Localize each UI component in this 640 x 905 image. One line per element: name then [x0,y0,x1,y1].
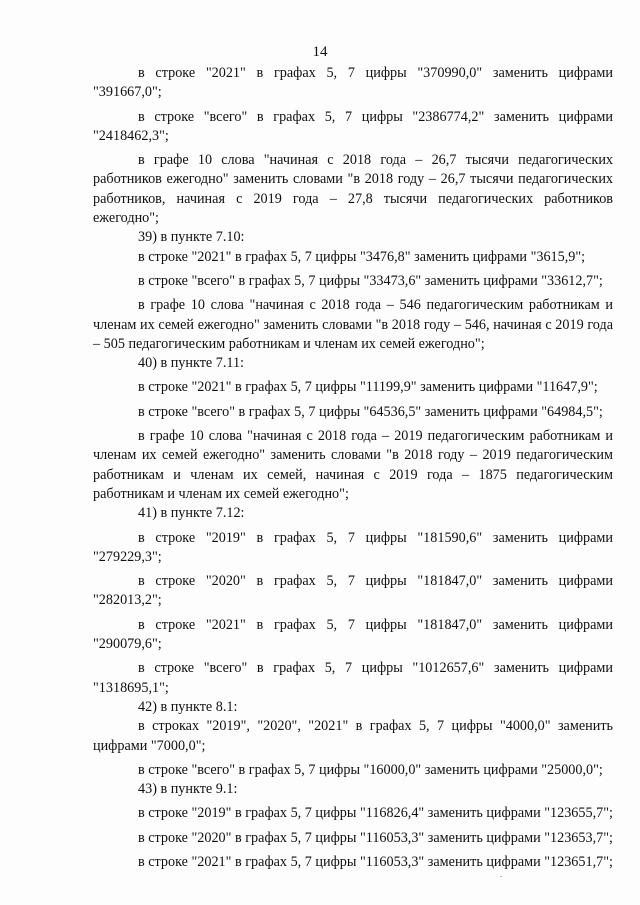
paragraph: в графе 10 слова "начиная с 2018 года – 26,7 тысячи педагогических работников ежегодно" заменить словами "в 2018 году – 26,7 тысячи педагогических работников, начиная с 2019 года – 27,8 тысячи педагогических работников ежегодно"; [93,152,613,227]
paragraph: в строке "2020" в графах 5, 7 цифры "181847,0" заменить цифрами "282013,2"; [93,573,613,609]
paragraph: в строке "всего" в графах 5, 7 цифры "2386774,2" заменить цифрами "2418462,3"; [93,108,613,144]
paragraph: 39) в пункте 7.10: [138,229,245,246]
paragraph: 40) в пункте 7.11: [138,355,244,372]
paragraph: в строке "всего" в графах 5, 7 цифры "1012657,6" заменить цифрами "1318695,1"; [93,660,613,696]
scan-speck [500,876,502,877]
paragraph: в строке "2021" в графах 5, 7 цифры "116053,3" заменить цифрами "123651,7"; [138,853,613,870]
paragraph: в графе 10 слова "начиная с 2018 года – 546 педагогическим работникам и членам их семей ежегодно" заменить словами "в 2018 году – 546, начиная с 2019 года – 505 педагогическим работникам и членам их семей ежегодно"; [93,297,613,352]
document-body [93,64,613,872]
paragraph: в графе 10 слова "начиная с 2018 года – 2019 педагогическим работникам и членам их семей ежегодно" заменить словами "в 2018 году – 2019 педагогическим работникам и членам их семей, начиная с 2019 года – 1875 педагогическим работникам и членам их семей ежегодно"; [93,428,613,502]
paragraph: 41) в пункте 7.12: [138,505,245,522]
paragraph: в строке "2021" в графах 5, 7 цифры "181847,0" заменить цифрами "290079,6"; [93,616,613,653]
paragraph: в строке "всего" в графах 5, 7 цифры "64536,5" заменить цифрами "64984,5"; [138,403,603,420]
paragraph: 43) в пункте 9.1: [138,781,238,798]
paragraph: в строке "2020" в графах 5, 7 цифры "116053,3" заменить цифрами "123653,7"; [138,829,613,846]
paragraph: в строке "всего" в графах 5, 7 цифры "33473,6" заменить цифрами "33612,7"; [138,272,603,289]
paragraph: в строке "2021" в графах 5, 7 цифры "11199,9" заменить цифрами "11647,9"; [138,379,598,396]
paragraph: 42) в пункте 8.1: [138,698,238,715]
paragraph: в строках "2019", "2020", "2021" в графах 5, 7 цифры "4000,0" заменить цифрами "7000,0"; [93,718,613,754]
page-number: 14 [312,44,328,60]
paragraph: в строке "2019" в графах 5, 7 цифры "181590,6" заменить цифрами "279229,3"; [93,529,613,565]
paragraph: в строке "2021" в графах 5, 7 цифры "3476,8" заменить цифрами "3615,9"; [138,248,586,265]
paragraph: в строке "2021" в графах 5, 7 цифры "370990,0" заменить цифрами "391667,0"; [93,65,613,101]
paragraph: в строке "2019" в графах 5, 7 цифры "116826,4" заменить цифрами "123655,7"; [138,805,613,822]
paragraph: в строке "всего" в графах 5, 7 цифры "16000,0" заменить цифрами "25000,0"; [138,761,603,778]
